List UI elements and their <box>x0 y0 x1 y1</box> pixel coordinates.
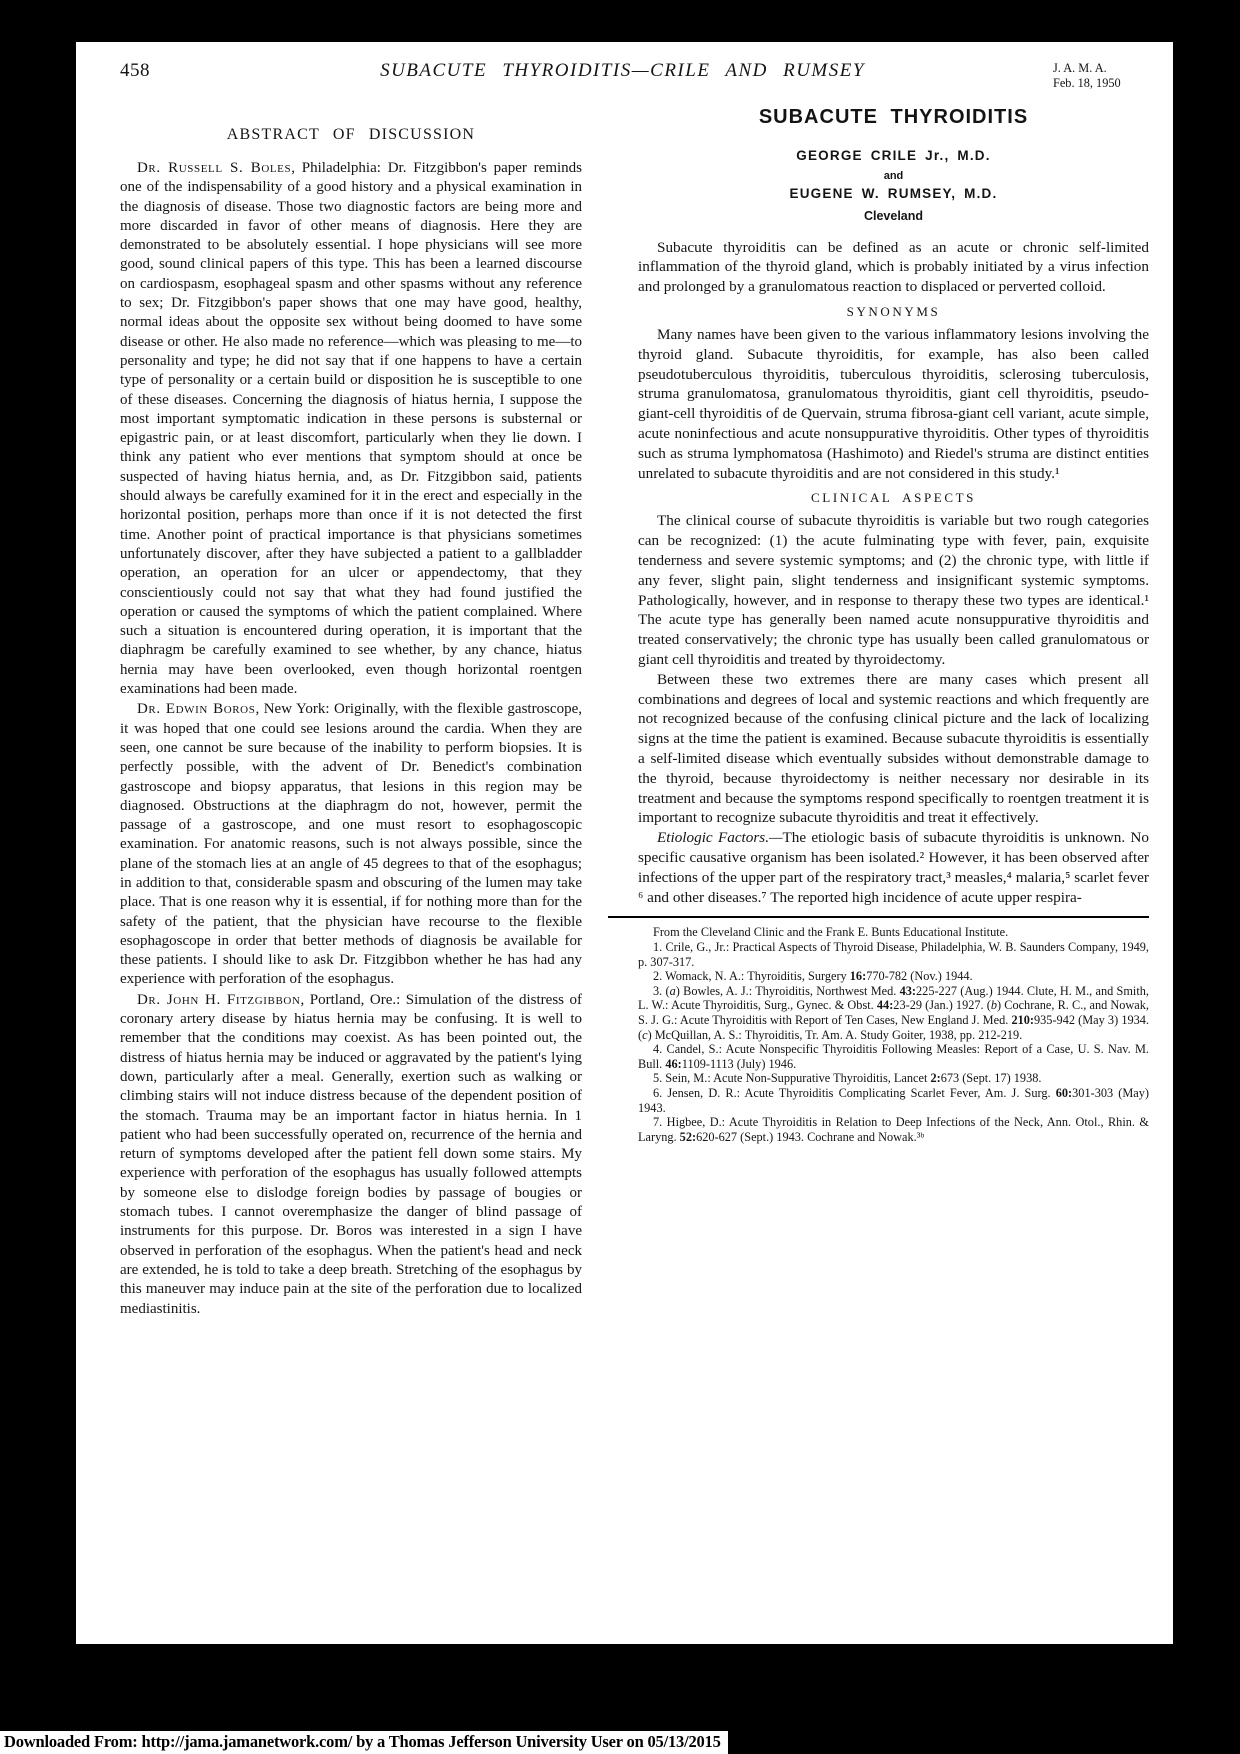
article-title: SUBACUTE THYROIDITIS <box>758 106 1029 128</box>
two-column-body <box>120 106 1149 1319</box>
page-header <box>120 60 1149 90</box>
speaker-name: Dr. Edwin Boros <box>137 701 256 718</box>
affiliation: Cleveland <box>863 208 924 223</box>
issue-date: Feb. 18, 1950 <box>1053 75 1121 90</box>
discussion-paragraph-boros <box>120 700 582 989</box>
etiologic-lead: Etiologic Factors.— <box>657 829 783 847</box>
footnote-6: 6. Jensen, D. R.: Acute Thyroiditis Complicating Scarlet Fever, Am. J. Surg. 60:301-303 (May) 1943. <box>638 1085 1149 1115</box>
article-column <box>638 106 1149 1319</box>
running-title: SUBACUTE THYROIDITIS—CRILE AND RUMSEY <box>380 60 865 81</box>
download-provenance-bar <box>0 1731 728 1754</box>
and-label: and <box>883 169 904 182</box>
footnote-5: 5. Sein, M.: Acute Non-Suppurative Thyroiditis, Lancet 2:673 (Sept. 17) 1938. <box>653 1071 1042 1086</box>
etiologic-paragraph <box>638 828 1149 907</box>
intro-paragraph: Subacute thyroiditis can be defined as an acute or chronic self-limited inflammation of the thyroid gland, which is probably initiated by a virus infection and prolonged by a granulomatous reaction to displaced or perverted colloid. <box>638 238 1149 296</box>
footnote-7: 7. Higbee, D.: Acute Thyroiditis in Relation to Deep Infections of the Neck, Ann. Otol., Rhin. & Laryng. 52:620-627 (Sept.) 1943. Cochrane and Nowak.³ᵇ <box>638 1115 1149 1144</box>
clinical-paragraph-1: The clinical course of subacute thyroiditis is variable but two rough categories can be recognized: (1) the acute fulminating type with fever, pain, exquisite tenderness and severe systemic symptoms; and (2) the chronic type, with little if any fever, slight pain, slight tenderness and insignificant systemic symptoms. Pathologically, however, and in response to therapy these two types are identical.¹ The acute type has generally been named acute nonsuppurative thyroiditis and treated conservatively; the chronic type has usually been called granulomatous or giant cell thyroiditis and treated by thyroidectomy. <box>638 512 1149 669</box>
journal-citation <box>1053 60 1149 90</box>
discussion-text: , Philadelphia: Dr. Fitzgibbon's paper reminds one of the indispensability of a good history and a physical examination in the diagnosis of disease. Those two diagnostic factors are being more and more discarded in favor of other means of diagnosis. Here they are demonstrated to be absolutely essential. I hope physicians will see more good, sound clinical papers of this type. This has been a learned discourse on cardiospasm, esophageal spasm and other spasms without any reference to sex; Dr. Fitzgibbon's paper shows that one may have good, healthy, normal ideas about the opposite sex without being doomed to have some disease or other. He also made no reference—which was pleasing to me—to personality and type; he did not say that if one happens to have a certain type of personality or a certain build or disposition he is susceptible to one of these diseases. Concerning the diagnosis of hiatus hernia, I suppose the most important symptomatic indication in these persons is substernal or epigastric pain, or at least discomfort, particularly when they lie down. I think any patient who ever mentions that symptom should at once be suspected of having hiatus hernia, and, as Dr. Fitzgibbon said, patients should always be carefully examined for it in the erect and especially in the horizontal position, perhaps more than once if it is not detected the first time. Another point of practical importance is that physicians sometimes unfortunately discover, after they have subjected a patient to a gallbladder operation, an operation for an ulcer or appendectomy, that they conscientiously could not say that what they had found justified the operation or caused the symptoms of which the patient complained. Where such a situation is encountered during operation, it is important that the diaphragm be carefully examined to see whether, by any chance, hiatus hernia may have been overlooked, even though horizontal roentgen examinations had been made. <box>120 160 583 698</box>
journal-abbrev: J. A. M. A. <box>1053 61 1107 75</box>
footnote-1: 1. Crile, G., Jr.: Practical Aspects of Thyroid Disease, Philadelphia, W. B. Saunders Company, 1949, p. 307-317. <box>638 939 1149 969</box>
etiologic-text: The etiologic basis of subacute thyroiditis is unknown. No specific causative organism has been isolated.² However, it has been observed after infections of the upper part of the respiratory tract,³ measles,⁴ malaria,⁵ scarlet fever ⁶ and other diseases.⁷ The reported high incidence of acute upper respira- <box>638 829 1149 906</box>
discussion-column <box>120 106 582 1319</box>
synonyms-paragraph: Many names have been given to the various inflammatory lesions involving the thyroid gland. Subacute thyroiditis, for example, has also been called pseudotuberculous thyroiditis, tuberculous thyroiditis, sclerosing tuberculosis, struma granulomatosa, granulomatous thyroiditis, giant cell thyroiditis, pseudo-giant-cell thyroiditis of de Quervain, struma fibrosa-giant cell variant, acute simple, acute noninfectious and acute nonsuppurative thyroiditis. Other types of thyroiditis such as struma lymphomatosa (Hashimoto) and Riedel's struma are distinct entities unrelated to subacute thyroiditis and are not considered in this study.¹ <box>638 326 1149 482</box>
download-provenance-text: Downloaded From: http://jama.jamanetwork.com/ by a Thomas Jefferson University User on 05/13/2015 <box>4 1732 721 1751</box>
footnote-divider <box>608 916 1149 918</box>
discussion-paragraph-fitzgibbon <box>120 991 582 1319</box>
byline <box>638 149 1149 223</box>
speaker-name: Dr. Russell S. Boles <box>137 160 292 176</box>
footnote-4: 4. Candel, S.: Acute Nonspecific Thyroiditis Following Measles: Report of a Case, U. S. Nav. M. Bull. 46:1109-1113 (July) 1946. <box>638 1042 1149 1071</box>
discussion-text: , Portland, Ore.: Simulation of the distress of coronary artery disease by hiatus hernia may be confusing. It is well to remember that the conditions may coexist. As has been pointed out, the distress of hiatus hernia may be induced or aggravated by the patient's lying down, particularly after a meal. Generally, exertion such as walking or climbing stairs will not induce distress because of the dependent position of the stomach. Trauma may be an important factor in hiatus hernia. In 1 patient who had been successfully operated on, recurrence of the hernia and return of symptoms developed after the patient fell down some stairs. My experience with perforation of the esophagus has usually followed attempts by someone else to dislodge foreign bodies by passage of bougies or stomach tubes. I cannot overemphasize the danger of blind passage of instruments for this purpose. Dr. Boros was interested in a sign I have observed in perforation of the esophagus. When the patient's head and neck are extended, he is told to take a deep breath. Stretching of the esophagus by this maneuver may induce pain at the site of the perforation due to localized mediastinitis. <box>120 991 583 1317</box>
footnote-affiliation: From the Cleveland Clinic and the Frank E. Bunts Educational Institute. <box>653 925 1009 940</box>
section-heading-synonyms: SYNONYMS <box>846 304 941 320</box>
author-name-1: GEORGE CRILE Jr., M.D. <box>796 148 991 163</box>
speaker-name: Dr. John H. Fitzgibbon <box>137 991 301 1008</box>
page-number: 458 <box>120 60 150 81</box>
discussion-text: , New York: Originally, with the flexible gastroscope, it was hoped that one could see lesions around the cardia. When they are seen, one cannot be sure because of the inability to perform biopsies. It is perfectly possible, with the advent of Dr. Benedict's combination gastroscope and biopsy apparatus, that lesions in this region may be diagnosed. Obstructions at the diaphragm do not, however, permit the passage of a gastroscope, and one must resort to esophagoscopic examination. For anatomic reasons, such is not always possible, since the plane of the stomach lies at an angle of 45 degrees to that of the esophagus; in addition to that, considerable spasm and obscuring of the lumen may take place. That is one reason why it is essential, if for nothing more than for the safety of the patient, that the physician have recourse to the flexible esophagoscope in order that better methods of diagnosis be available for these patients. I should like to ask Dr. Fitzgibbon whether he has had any experience with perforation of the esophagus. <box>120 701 582 988</box>
journal-page <box>76 42 1173 1644</box>
footnotes-block <box>638 916 1149 1144</box>
section-heading-clinical-aspects: CLINICAL ASPECTS <box>811 490 976 506</box>
discussion-paragraph-boles <box>120 159 582 699</box>
author-name-2: EUGENE W. RUMSEY, M.D. <box>789 185 998 201</box>
footnote-2: 2. Womack, N. A.: Thyroiditis, Surgery 16:770-782 (Nov.) 1944. <box>653 969 973 984</box>
abstract-heading: ABSTRACT OF DISCUSSION <box>226 126 476 143</box>
footnote-3: 3. (a) Bowles, A. J.: Thyroiditis, Northwest Med. 43:225-227 (Aug.) 1944. Clute, H. M., and Smith, L. W.: Acute Thyroiditis, Surg., Gynec. & Obst. 44:23-29 (Jan.) 1927. (b) Cochrane, R. C., and Nowak, S. J. G.: Acute Thyroiditis with Report of Ten Cases, New England J. Med. 210:935-942 (May 3) 1934. (c) McQuillan, A. S.: Thyroiditis, Tr. Am. A. Study Goiter, 1938, pp. 212-219. <box>638 983 1149 1042</box>
clinical-paragraph-2: Between these two extremes there are many cases which present all combinations and degrees of local and systemic reactions and which frequently are not recognized because of the confusing clinical picture and the lack of localizing signs at the time the patient is examined. Because subacute thyroiditis is essentially a self-limited disease which eventually subsides without demonstrable damage to the thyroid, because thyroidectomy is neither necessary nor desirable in its treatment and because the symptoms respond specifically to roentgen treatment it is important to recognize subacute thyroiditis and treat it effectively. <box>638 670 1149 827</box>
